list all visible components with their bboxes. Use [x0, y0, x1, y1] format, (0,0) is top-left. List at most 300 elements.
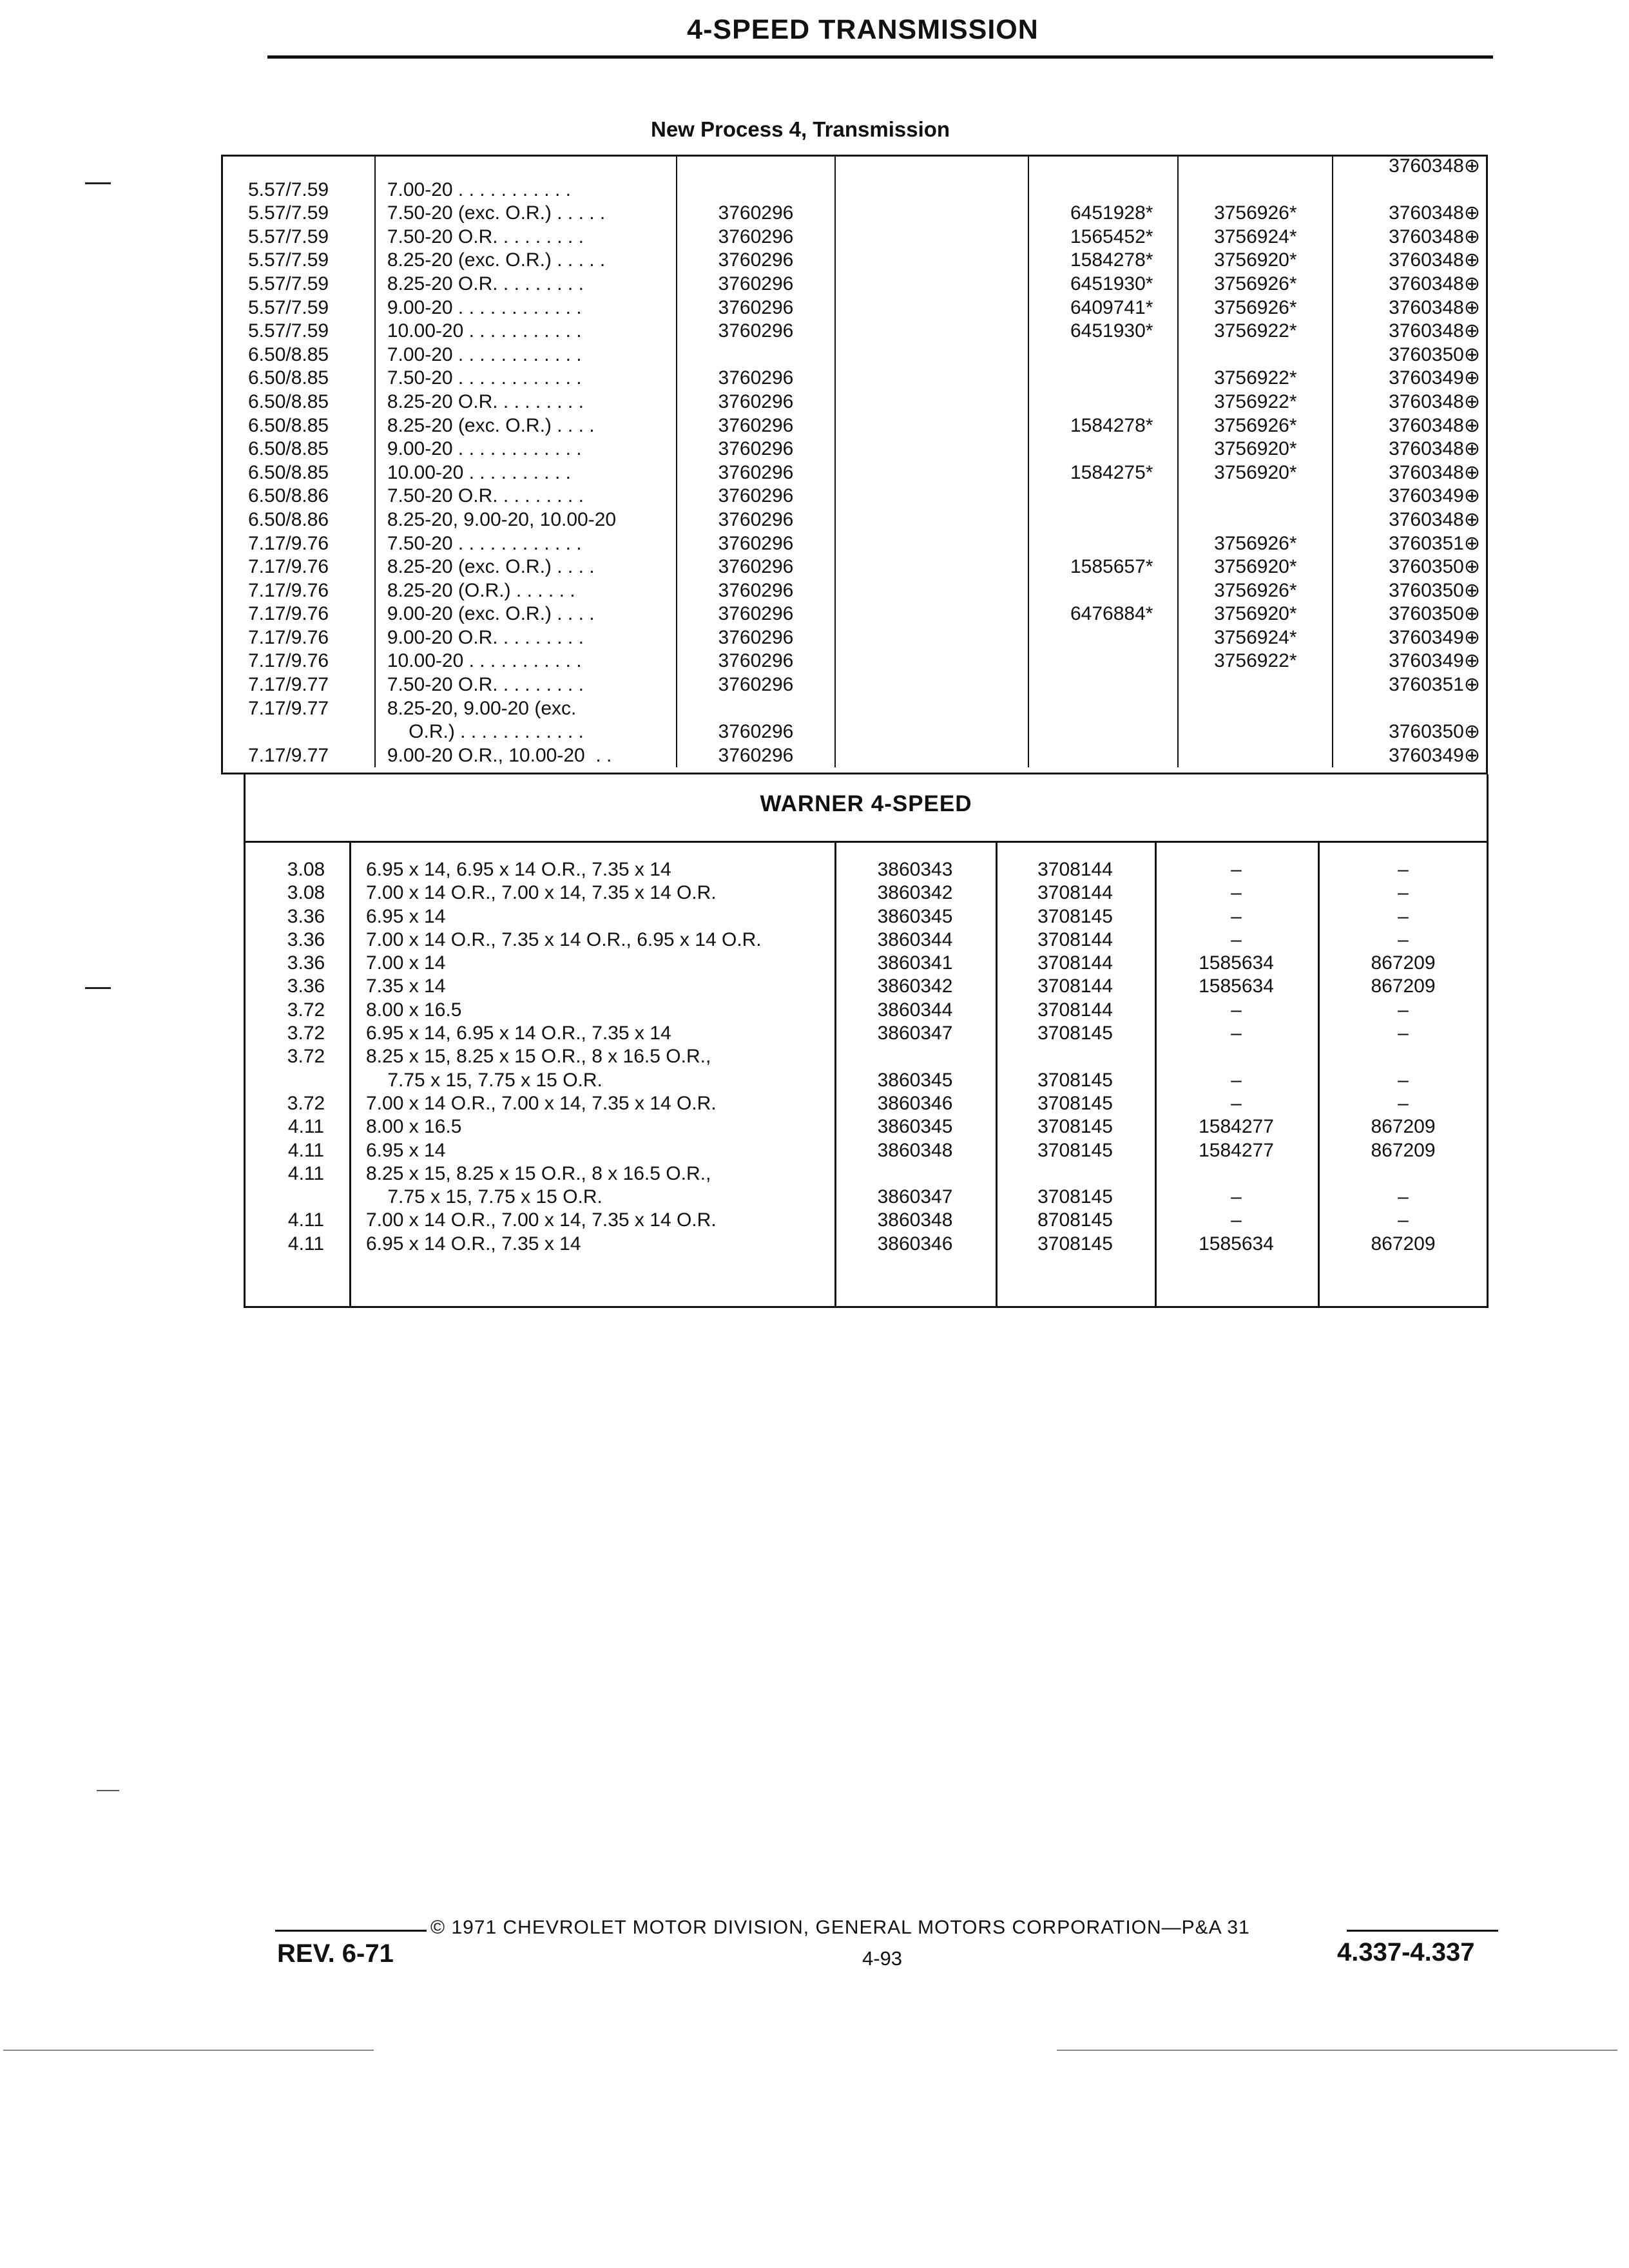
np-row	[222, 367, 1487, 390]
np-cell-c3: 3760296	[677, 555, 836, 579]
warner-row	[244, 1162, 1489, 1186]
np-cell-c5	[1028, 744, 1179, 768]
np-cell-c3: 3760296	[677, 226, 836, 249]
warner-cell-c5: 1584277	[1199, 1139, 1274, 1161]
np-cell-c6	[1178, 697, 1333, 721]
np-cell-c7: 3760348⊕	[1333, 155, 1487, 178]
np-cell-c6	[1178, 508, 1333, 532]
warner-cell-c3: 3860347	[877, 1023, 953, 1044]
np-cell-ratio: 6.50/8.86	[222, 508, 375, 532]
warner-cell-tire: 7.00 x 14	[366, 952, 446, 974]
np-cell-c6	[1178, 485, 1333, 508]
warner-cell-c6: –	[1398, 1023, 1409, 1044]
np-cell-ratio	[222, 155, 375, 178]
np-cell-c4	[835, 532, 1028, 556]
np-cell-ratio: 5.57/7.59	[222, 226, 375, 249]
np-cell-c4	[835, 343, 1028, 367]
warner-cell-c3: 3860348	[877, 1139, 953, 1161]
np-cell-c6	[1178, 744, 1333, 768]
np-cell-c5: 6451930*	[1028, 273, 1179, 296]
np-cell-c7: 3760348⊕	[1333, 437, 1487, 461]
np-cell-c7: 3760349⊕	[1333, 649, 1487, 673]
warner-cell-c4: 3708144	[1037, 952, 1113, 974]
np-cell-c5: 6409741*	[1028, 296, 1179, 320]
np-cell-c4	[835, 178, 1028, 202]
warner-cell-tire: 8.25 x 15, 8.25 x 15 O.R., 8 x 16.5 O.R.,	[366, 1046, 711, 1068]
scan-edge-line	[1057, 2050, 1617, 2051]
np-cell-c3: 3760296	[677, 602, 836, 626]
warner-cell-c4: 3708145	[1037, 1023, 1113, 1044]
np-cell-tire: 8.25-20, 9.00-20 (exc.	[375, 697, 677, 721]
warner-cell-tire: 8.00 x 16.5	[366, 1116, 462, 1138]
np-cell-ratio: 7.17/9.77	[222, 744, 375, 768]
np-cell-c6: 3756926*	[1178, 414, 1333, 438]
np-cell-c7: 3760348⊕	[1333, 296, 1487, 320]
np-cell-tire: 7.50-20 . . . . . . . . . . . .	[375, 532, 677, 556]
np-cell-c5	[1028, 437, 1179, 461]
np-cell-tire: 10.00-20 . . . . . . . . . .	[375, 461, 677, 485]
warner-cell-tire: 6.95 x 14 O.R., 7.35 x 14	[366, 1233, 581, 1254]
warner-cell-c5: –	[1231, 882, 1242, 904]
warner-cell-tire: 6.95 x 14	[366, 1139, 446, 1161]
warner-cell-c6: –	[1398, 1209, 1409, 1231]
warner-cell-tire: 7.35 x 14	[366, 975, 446, 997]
np-cell-c3: 3760296	[677, 461, 836, 485]
np-row	[222, 508, 1487, 532]
np-cell-c6	[1178, 343, 1333, 367]
warner-cell-ratio: 3.36	[287, 928, 325, 950]
np-cell-c4	[835, 697, 1028, 721]
np-cell-c7: 3760350⊕	[1333, 343, 1487, 367]
warner-cell-c6: –	[1398, 882, 1409, 904]
warner-cell-c4	[996, 1045, 1155, 1068]
warner-cell-c5: –	[1231, 1092, 1242, 1114]
np-cell-c7: 3760348⊕	[1333, 273, 1487, 296]
np-cell-ratio: 7.17/9.76	[222, 555, 375, 579]
np-cell-c3: 3760296	[677, 626, 836, 650]
warner-row	[244, 1115, 1489, 1139]
warner-cell-c5: –	[1231, 859, 1242, 880]
np-cell-tire: 8.25-20 (exc. O.R.) . . . . .	[375, 249, 677, 273]
np-cell-c5: 1565452*	[1028, 226, 1179, 249]
warner-cell-c6: –	[1398, 905, 1409, 927]
warner-cell-c5: –	[1231, 1069, 1242, 1091]
np-cell-c6: 3756920*	[1178, 249, 1333, 273]
np-row	[222, 532, 1487, 556]
warner-cell-c6	[1318, 1162, 1489, 1186]
np-cell-c4	[835, 555, 1028, 579]
np-cell-c7: 3760350⊕	[1333, 720, 1487, 744]
np-cell-c5	[1028, 343, 1179, 367]
np-cell-c4	[835, 437, 1028, 461]
np-cell-c6: 3756926*	[1178, 273, 1333, 296]
warner-cell-tire: 7.00 x 14 O.R., 7.35 x 14 O.R., 6.95 x 14 O.R.	[366, 928, 762, 950]
np-cell-c5	[1028, 485, 1179, 508]
np-cell-ratio: 6.50/8.85	[222, 367, 375, 390]
np-cell-c6: 3756920*	[1178, 437, 1333, 461]
np-cell-c5	[1028, 367, 1179, 390]
warner-cell-c3: 3860348	[877, 1209, 953, 1231]
np-cell-c4	[835, 226, 1028, 249]
warner-cell-tire: 6.95 x 14, 6.95 x 14 O.R., 7.35 x 14	[366, 1023, 671, 1044]
np-cell-c4	[835, 602, 1028, 626]
np-cell-tire: 8.25-20 (O.R.) . . . . . .	[375, 579, 677, 603]
np-cell-c7: 3760348⊕	[1333, 461, 1487, 485]
np-cell-c5: 6451928*	[1028, 202, 1179, 226]
warner-cell-c5: –	[1231, 928, 1242, 950]
np-row	[222, 226, 1487, 249]
np-cell-c7: 3760349⊕	[1333, 485, 1487, 508]
warner-row	[244, 881, 1489, 905]
np-cell-ratio: 7.17/9.76	[222, 579, 375, 603]
warner-cell-c4	[996, 1162, 1155, 1186]
warner-cell-tire: 7.75 x 15, 7.75 x 15 O.R.	[366, 1069, 602, 1091]
warner-row	[244, 1092, 1489, 1115]
np-row	[222, 626, 1487, 650]
warner-cell-c4: 3708144	[1037, 928, 1113, 950]
warner-cell-c3: 3860344	[877, 999, 953, 1021]
warner-cell-c6: 867209	[1371, 975, 1436, 997]
warner-cell-ratio	[244, 1186, 349, 1209]
np-cell-c3	[677, 343, 836, 367]
np-cell-tire: O.R.) . . . . . . . . . . . .	[375, 720, 677, 744]
np-row	[222, 414, 1487, 438]
np-cell-c5	[1028, 673, 1179, 697]
np-cell-c3: 3760296	[677, 649, 836, 673]
np-cell-c3: 3760296	[677, 673, 836, 697]
np-table	[221, 155, 1488, 767]
warner-rule	[244, 841, 1489, 843]
np-cell-c7: 3760351⊕	[1333, 673, 1487, 697]
np-row	[222, 390, 1487, 414]
np-row	[222, 437, 1487, 461]
np-cell-c7: 3760350⊕	[1333, 555, 1487, 579]
np-cell-c3: 3760296	[677, 579, 836, 603]
warner-cell-c3: 3860344	[877, 928, 953, 950]
warner-cell-c5: –	[1231, 905, 1242, 927]
np-cell-ratio: 6.50/8.85	[222, 414, 375, 438]
np-row	[222, 485, 1487, 508]
warner-cell-c4: 3708145	[1037, 1069, 1113, 1091]
warner-cell-tire: 6.95 x 14	[366, 905, 446, 927]
np-cell-c7: 3760348⊕	[1333, 249, 1487, 273]
warner-cell-tire: 7.00 x 14 O.R., 7.00 x 14, 7.35 x 14 O.R.	[366, 1092, 717, 1114]
np-row	[222, 720, 1487, 744]
np-cell-c3: 3760296	[677, 202, 836, 226]
warner-cell-c5: 1584277	[1199, 1116, 1274, 1138]
np-cell-tire: 8.25-20 (exc. O.R.) . . . .	[375, 414, 677, 438]
warner-cell-c4: 3708144	[1037, 859, 1113, 880]
np-cell-ratio: 5.57/7.59	[222, 296, 375, 320]
warner-cell-c6: –	[1398, 928, 1409, 950]
warner-row	[244, 1045, 1489, 1068]
np-cell-c7: 3760349⊕	[1333, 626, 1487, 650]
np-cell-c7: 3760350⊕	[1333, 579, 1487, 603]
np-cell-tire: 10.00-20 . . . . . . . . . . .	[375, 649, 677, 673]
np-cell-ratio: 6.50/8.86	[222, 485, 375, 508]
np-cell-c5	[1028, 649, 1179, 673]
np-cell-tire: 8.25-20 O.R. . . . . . . . .	[375, 273, 677, 296]
warner-cell-ratio: 3.72	[287, 999, 325, 1021]
np-row	[222, 320, 1487, 343]
np-cell-c7: 3760348⊕	[1333, 226, 1487, 249]
warner-cell-ratio: 3.36	[287, 952, 325, 974]
warner-cell-c4: 3708144	[1037, 882, 1113, 904]
np-cell-ratio: 5.57/7.59	[222, 178, 375, 202]
warner-cell-c5: –	[1231, 1023, 1242, 1044]
np-cell-c4	[835, 390, 1028, 414]
warner-table	[244, 858, 1489, 1256]
warner-cell-c5: 1585634	[1199, 952, 1274, 974]
np-cell-c5: 1585657*	[1028, 555, 1179, 579]
warner-cell-c6: –	[1398, 859, 1409, 880]
np-cell-c5	[1028, 626, 1179, 650]
np-cell-c5	[1028, 178, 1179, 202]
np-cell-tire: 7.50-20 O.R. . . . . . . . .	[375, 226, 677, 249]
np-cell-c3: 3760296	[677, 367, 836, 390]
np-cell-tire: 7.00-20 . . . . . . . . . . .	[375, 178, 677, 202]
np-cell-c7: 3760348⊕	[1333, 414, 1487, 438]
warner-cell-tire: 7.00 x 14 O.R., 7.00 x 14, 7.35 x 14 O.R.	[366, 1209, 717, 1231]
np-cell-tire: 7.50-20 . . . . . . . . . . . .	[375, 367, 677, 390]
np-cell-tire: 9.00-20 O.R. . . . . . . . .	[375, 626, 677, 650]
np-cell-ratio	[222, 720, 375, 744]
footer-rule-right	[1347, 1930, 1498, 1932]
np-cell-c6: 3756920*	[1178, 602, 1333, 626]
revision-label: REV. 6-71	[277, 1939, 394, 1968]
np-cell-c3: 3760296	[677, 390, 836, 414]
np-cell-c7	[1333, 178, 1487, 202]
np-cell-tire: 10.00-20 . . . . . . . . . . .	[375, 320, 677, 343]
np-cell-ratio: 5.57/7.59	[222, 273, 375, 296]
np-cell-c3: 3760296	[677, 485, 836, 508]
warner-row	[244, 1186, 1489, 1209]
np-cell-c7	[1333, 697, 1487, 721]
warner-cell-c3	[834, 1045, 996, 1068]
np-cell-ratio: 6.50/8.85	[222, 461, 375, 485]
np-row	[222, 461, 1487, 485]
warner-cell-c4: 3708144	[1037, 999, 1113, 1021]
np-row	[222, 697, 1487, 721]
np-cell-c7: 3760348⊕	[1333, 202, 1487, 226]
margin-mark	[85, 987, 111, 989]
np-cell-tire: 9.00-20 (exc. O.R.) . . . .	[375, 602, 677, 626]
margin-mark	[97, 1790, 119, 1791]
np-cell-c6: 3756922*	[1178, 367, 1333, 390]
warner-cell-c6	[1318, 1045, 1489, 1068]
np-cell-c6	[1178, 673, 1333, 697]
np-cell-c6	[1178, 720, 1333, 744]
warner-cell-c5: 1585634	[1199, 1233, 1274, 1254]
np-row	[222, 178, 1487, 202]
np-cell-c5	[1028, 508, 1179, 532]
np-row	[222, 602, 1487, 626]
np-cell-ratio: 6.50/8.85	[222, 437, 375, 461]
np-cell-c3: 3760296	[677, 744, 836, 768]
scan-edge-line	[3, 2050, 374, 2051]
np-cell-c5: 6476884*	[1028, 602, 1179, 626]
np-cell-c4	[835, 367, 1028, 390]
np-row	[222, 649, 1487, 673]
np-cell-c6: 3756926*	[1178, 202, 1333, 226]
np-cell-c5: 6451930*	[1028, 320, 1179, 343]
np-cell-c4	[835, 155, 1028, 178]
warner-cell-c6: –	[1398, 1092, 1409, 1114]
np-cell-c5: 1584278*	[1028, 249, 1179, 273]
warner-cell-c4: 3708145	[1037, 1233, 1113, 1254]
np-cell-c3	[677, 697, 836, 721]
np-cell-ratio: 5.57/7.59	[222, 320, 375, 343]
warner-cell-tire: 8.00 x 16.5	[366, 999, 462, 1021]
np-cell-tire: 7.50-20 O.R. . . . . . . . .	[375, 673, 677, 697]
part-reference: 4.337-4.337	[1337, 1938, 1475, 1966]
np-cell-c4	[835, 320, 1028, 343]
copyright-text: © 1971 CHEVROLET MOTOR DIVISION, GENERAL MOTORS CORPORATION—P&A 31	[430, 1917, 1250, 1938]
np-cell-tire: 9.00-20 . . . . . . . . . . . .	[375, 296, 677, 320]
np-cell-c3: 3760296	[677, 249, 836, 273]
warner-cell-ratio: 4.11	[287, 1233, 325, 1254]
np-cell-ratio: 7.17/9.76	[222, 649, 375, 673]
warner-cell-tire: 6.95 x 14, 6.95 x 14 O.R., 7.35 x 14	[366, 859, 671, 880]
np-cell-ratio: 6.50/8.85	[222, 343, 375, 367]
warner-cell-c4: 8708145	[1037, 1209, 1113, 1231]
np-cell-c7: 3760351⊕	[1333, 532, 1487, 556]
np-cell-c4	[835, 249, 1028, 273]
np-cell-tire: 8.25-20 O.R. . . . . . . . .	[375, 390, 677, 414]
warner-cell-c3: 3860347	[877, 1186, 953, 1208]
np-cell-c5: 1584275*	[1028, 461, 1179, 485]
np-cell-c3: 3760296	[677, 437, 836, 461]
np-cell-c4	[835, 273, 1028, 296]
warner-cell-c3: 3860342	[877, 882, 953, 904]
warner-cell-ratio: 3.08	[287, 859, 325, 880]
np-cell-c3: 3760296	[677, 320, 836, 343]
np-cell-c4	[835, 202, 1028, 226]
warner-cell-c5: –	[1231, 1209, 1242, 1231]
np-cell-c6: 3756926*	[1178, 296, 1333, 320]
np-cell-c6: 3756922*	[1178, 649, 1333, 673]
np-cell-c6: 3756922*	[1178, 390, 1333, 414]
warner-cell-ratio: 3.36	[287, 905, 325, 927]
warner-cell-c6: 867209	[1371, 1139, 1436, 1161]
np-cell-c6	[1178, 155, 1333, 178]
np-cell-c6: 3756926*	[1178, 532, 1333, 556]
np-cell-c6: 3756924*	[1178, 626, 1333, 650]
np-cell-c6: 3756920*	[1178, 461, 1333, 485]
warner-cell-ratio: 3.72	[287, 1092, 325, 1114]
np-cell-c5	[1028, 532, 1179, 556]
warner-cell-ratio: 3.08	[287, 882, 325, 904]
np-cell-c5	[1028, 720, 1179, 744]
np-cell-c4	[835, 296, 1028, 320]
np-cell-c5	[1028, 579, 1179, 603]
np-cell-tire: 9.00-20 . . . . . . . . . . . .	[375, 437, 677, 461]
np-row	[222, 296, 1487, 320]
warner-row	[244, 905, 1489, 928]
warner-cell-c3: 3860343	[877, 859, 953, 880]
warner-cell-c5: –	[1231, 999, 1242, 1021]
warner-cell-c3: 3860345	[877, 1069, 953, 1091]
warner-row	[244, 999, 1489, 1022]
warner-cell-c3	[834, 1162, 996, 1186]
warner-cell-c3: 3860342	[877, 975, 953, 997]
warner-cell-c5	[1155, 1045, 1318, 1068]
np-cell-ratio: 7.17/9.76	[222, 626, 375, 650]
np-cell-c3: 3760296	[677, 508, 836, 532]
np-cell-c3: 3760296	[677, 414, 836, 438]
warner-cell-c6: 867209	[1371, 1116, 1436, 1138]
warner-cell-c5: 1585634	[1199, 975, 1274, 997]
np-cell-c7: 3760350⊕	[1333, 602, 1487, 626]
np-cell-c7: 3760348⊕	[1333, 508, 1487, 532]
np-cell-tire: 8.25-20 (exc. O.R.) . . . .	[375, 555, 677, 579]
page-number: 4-93	[862, 1947, 903, 1970]
warner-cell-c6: 867209	[1371, 952, 1436, 974]
np-cell-tire: 9.00-20 O.R., 10.00-20 . .	[375, 744, 677, 768]
np-cell-c4	[835, 508, 1028, 532]
warner-cell-c3: 3860345	[877, 1116, 953, 1138]
np-cell-c4	[835, 744, 1028, 768]
np-cell-ratio: 5.57/7.59	[222, 202, 375, 226]
warner-cell-c4: 3708145	[1037, 905, 1113, 927]
np-cell-c5	[1028, 155, 1179, 178]
np-cell-c4	[835, 626, 1028, 650]
warner-cell-c6: –	[1398, 999, 1409, 1021]
warner-cell-c6: –	[1398, 1186, 1409, 1208]
np-cell-c6: 3756922*	[1178, 320, 1333, 343]
np-cell-c3: 3760296	[677, 296, 836, 320]
warner-cell-ratio: 4.11	[287, 1116, 325, 1138]
np-row	[222, 155, 1487, 178]
np-subtitle: New Process 4, Transmission	[651, 117, 950, 141]
warner-cell-tire: 8.25 x 15, 8.25 x 15 O.R., 8 x 16.5 O.R.,	[366, 1162, 711, 1184]
warner-cell-ratio: 3.36	[287, 975, 325, 997]
warner-cell-ratio	[244, 1069, 349, 1092]
warner-row	[244, 1209, 1489, 1232]
np-cell-c5: 1584278*	[1028, 414, 1179, 438]
page-title: 4-SPEED TRANSMISSION	[687, 14, 1039, 45]
np-cell-tire	[375, 155, 677, 178]
np-cell-ratio: 7.17/9.76	[222, 602, 375, 626]
np-cell-c3: 3760296	[677, 532, 836, 556]
np-row	[222, 673, 1487, 697]
np-cell-c4	[835, 649, 1028, 673]
np-cell-ratio: 5.57/7.59	[222, 249, 375, 273]
np-cell-c7: 3760348⊕	[1333, 390, 1487, 414]
np-row	[222, 579, 1487, 603]
warner-title: WARNER 4-SPEED	[760, 791, 972, 816]
warner-cell-ratio: 4.11	[287, 1209, 325, 1231]
np-row	[222, 202, 1487, 226]
np-row	[222, 555, 1487, 579]
warner-cell-ratio: 4.11	[287, 1139, 325, 1161]
warner-cell-c6: –	[1398, 1069, 1409, 1091]
np-cell-ratio: 7.17/9.77	[222, 697, 375, 721]
np-cell-c3: 3760296	[677, 273, 836, 296]
np-cell-c7: 3760349⊕	[1333, 744, 1487, 768]
warner-cell-tire: 7.75 x 15, 7.75 x 15 O.R.	[366, 1186, 602, 1208]
np-cell-c5	[1028, 390, 1179, 414]
warner-cell-ratio: 3.72	[287, 1046, 325, 1068]
warner-row	[244, 975, 1489, 998]
warner-cell-ratio: 4.11	[287, 1162, 325, 1184]
np-row	[222, 744, 1487, 768]
margin-mark	[85, 182, 111, 184]
warner-row	[244, 1069, 1489, 1092]
np-cell-c3	[677, 155, 836, 178]
warner-row	[244, 1022, 1489, 1045]
np-cell-ratio: 6.50/8.85	[222, 390, 375, 414]
